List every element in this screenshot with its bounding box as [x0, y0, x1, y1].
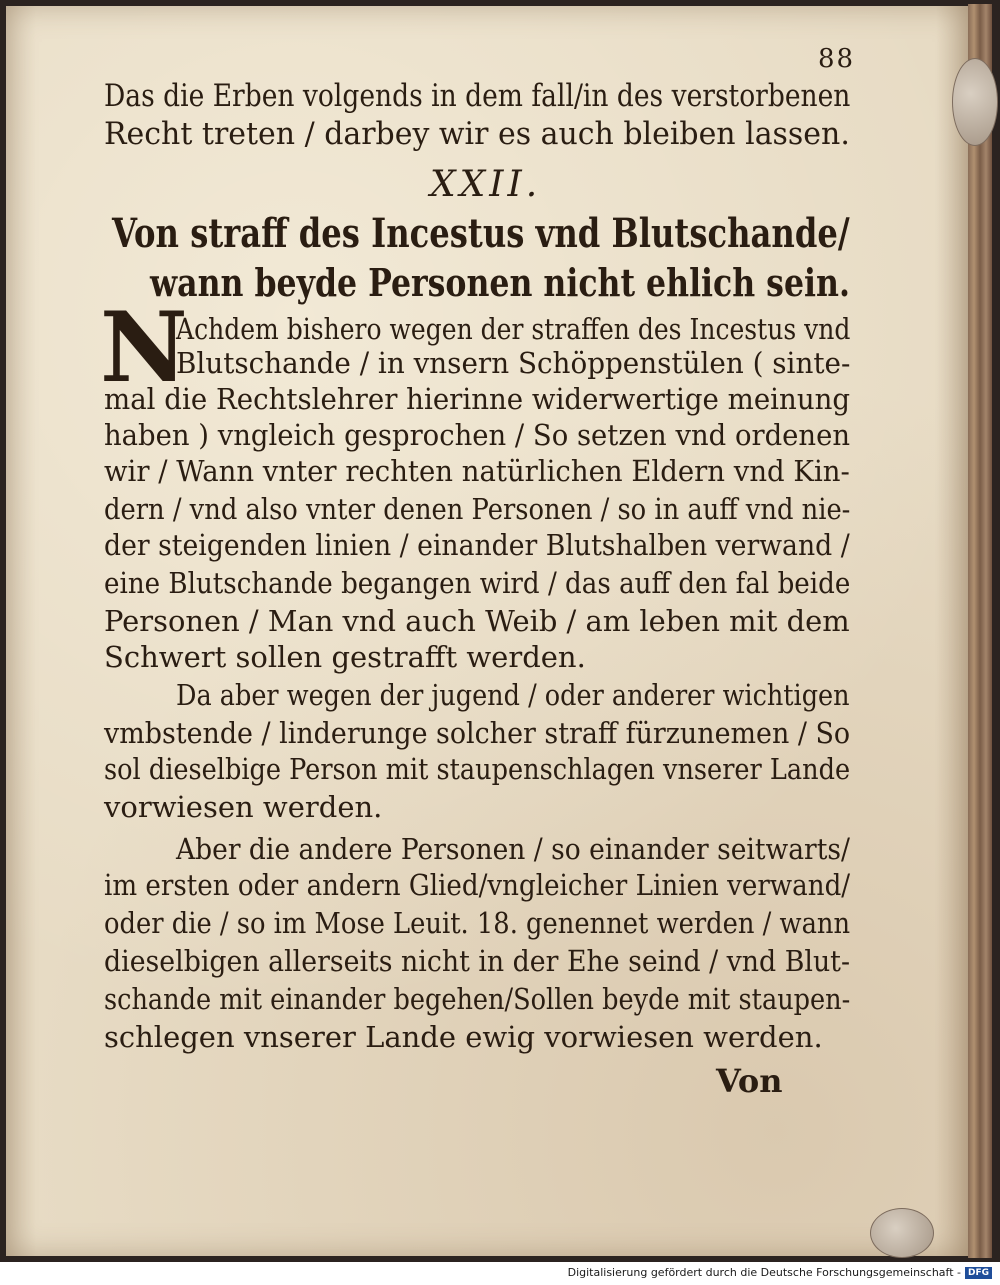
text-line: Achdem bishero wegen der straffen des Incestus vnd [176, 312, 851, 346]
section-heading: wann beyde Personen nicht ehlich sein. [150, 260, 850, 305]
credit-text: Digitalisierung gefördert durch die Deutsche Forschungsgemeinschaft - [567, 1266, 961, 1279]
digitization-credit [568, 1266, 992, 1279]
text-line: dieselbigen allerseits nicht in der Ehe seind / vnd Blut- [104, 944, 850, 978]
text-line: Aber die andere Personen / so einander seitwarts/ [176, 832, 850, 866]
text-line: haben ) vngleich gesprochen / So setzen vnd ordenen [104, 418, 851, 452]
text-line: der steigenden linien / einander Blutshalben verwand / [104, 528, 850, 562]
text-line: eine Blutschande begangen wird / das auff den fal beide [104, 566, 851, 600]
page-number: 88 [818, 44, 856, 74]
text-line: oder die / so im Mose Leuit. 18. genennet werden / wann [104, 906, 851, 940]
book-edge [968, 4, 992, 1258]
catchword: Von [716, 1062, 783, 1100]
intro-line: Das die Erben volgends in dem fall/in des verstorbenen [104, 78, 851, 114]
text-line: mal die Rechtslehrer hierinne widerwertige meinung [104, 382, 851, 416]
page-tab-top [952, 58, 998, 146]
page-tab-bottom [870, 1208, 934, 1258]
section-heading: Von straff des Incestus vnd Blutschande/ [112, 210, 850, 257]
text-line: schande mit einander begehen/Sollen beyde mit staupen- [104, 982, 851, 1016]
text-line: sol dieselbige Person mit staupenschlagen vnserer Lande [104, 752, 851, 786]
text-line: Schwert sollen gestrafft werden. [104, 640, 586, 674]
text-line: im ersten oder andern Glied/vngleicher Linien verwand/ [104, 868, 851, 902]
text-line: wir / Wann vnter rechten natürlichen Eldern vnd Kin- [104, 454, 850, 488]
text-line: Blutschande / in vnsern Schöppenstülen ( sinte- [176, 346, 851, 380]
text-line: vmbstende / linderunge solcher straff fürzunemen / So [104, 716, 851, 750]
dfg-logo: DFG [965, 1267, 992, 1279]
text-line: Personen / Man vnd auch Weib / am leben mit dem [104, 604, 850, 638]
text-line: Da aber wegen der jugend / oder anderer wichtigen [176, 678, 850, 712]
text-line: schlegen vnserer Lande ewig vorwiesen werden. [104, 1020, 823, 1054]
text-line: vorwiesen werden. [104, 790, 383, 824]
section-number: XXII. [430, 164, 542, 205]
intro-line: Recht treten / darbey wir es auch bleiben lassen. [104, 116, 850, 152]
text-line: dern / vnd also vnter denen Personen / so in auff vnd nie- [104, 492, 851, 526]
drop-cap: N [100, 291, 188, 404]
